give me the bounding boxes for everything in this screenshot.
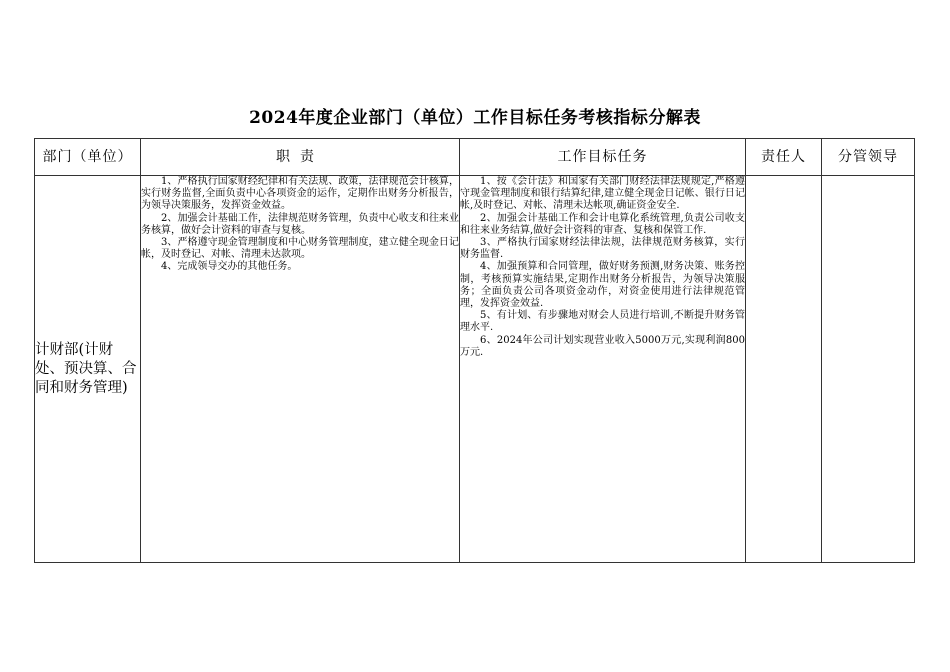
table-header-row — [35, 139, 915, 176]
target-item: 6、2024年公司计划实现营业收入5000万元,实现利润800万元. — [460, 334, 745, 358]
target-item: 2、加强会计基础工作和会计电算化系统管理,负责公司收支和往来业务结算,做好会计资料的审查、复核和保管工作. — [460, 212, 745, 236]
header-responsible-person: 责任人 — [746, 139, 822, 176]
target-item: 1、按《会计法》和国家有关部门财经法律法规规定,严格遵守现金管理制度和银行结算纪律,建立健全现金日记帐、银行日记帐,及时登记、对帐、清理未达帐项,确证资金安全. — [460, 176, 745, 212]
target-item: 3、严格执行国家财经法律法规，法律规范财务核算，实行财务监督. — [460, 237, 745, 261]
target-item: 4、加强预算和合同管理，做好财务预测,财务决策、账务控制，考核预算实施结果,定期作出财务分析报告，为领导决策服务；全面负责公司各项资金动作，对资金使用进行法律规范管理，发挥资金效益. — [460, 261, 745, 310]
department-cell: 计财部(计财处、预决算、合同和财务管理) — [35, 176, 141, 563]
header-duties: 职责 — [141, 139, 460, 176]
target-item: 5、有计划、有步骤地对财会人员进行培训,不断提升财务管理水平. — [460, 310, 745, 334]
duties-cell — [141, 176, 460, 563]
supervising-leader-cell — [822, 176, 915, 563]
duty-item: 1、严格执行国家财经纪律和有关法规、政策，法律规范会计核算，实行财务监督,全面负责中心各项资金的运作，定期作出财务分析报告，为领导决策服务，发挥资金效益。 — [141, 176, 459, 212]
duty-item: 4、完成领导交办的其他任务。 — [161, 261, 298, 273]
header-supervising-leader: 分管领导 — [822, 139, 915, 176]
duty-item: 3、严格遵守现金管理制度和中心财务管理制度，建立健全现金日记帐，及时登记、对帐、清理未达款项。 — [141, 237, 459, 261]
responsible-person-cell — [746, 176, 822, 563]
duty-item: 2、加强会计基础工作，法律规范财务管理，负责中心收支和往来业务核算，做好会计资料的审查与复核。 — [141, 212, 459, 236]
table-row — [35, 176, 915, 563]
assessment-table — [34, 138, 915, 563]
header-department: 部门（单位） — [35, 139, 141, 176]
targets-cell — [460, 176, 746, 563]
document-title: 2024年度企业部门（单位）工作目标任务考核指标分解表 — [249, 108, 701, 128]
header-targets: 工作目标任务 — [460, 139, 746, 176]
